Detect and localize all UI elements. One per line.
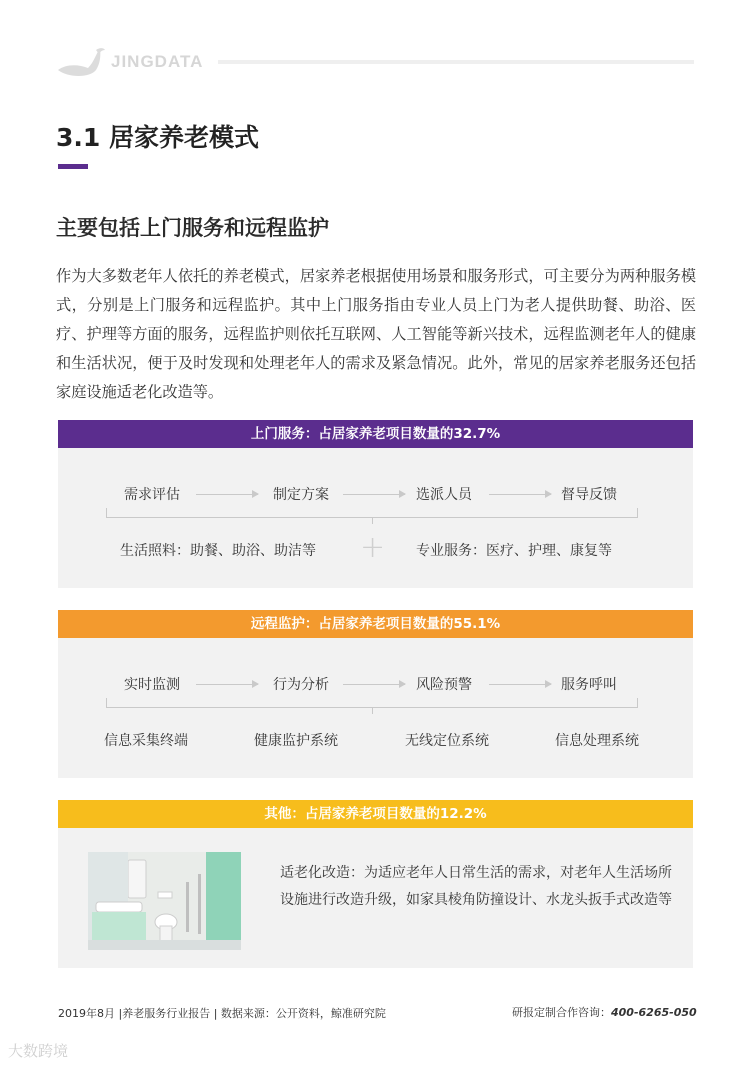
remote-step: 风险预警 xyxy=(416,677,472,693)
subheading: 主要包括上门服务和远程监护 xyxy=(56,216,329,240)
remote-band: 远程监护：占居家养老项目数量的55.1% xyxy=(58,610,693,638)
onsite-band: 上门服务：占居家养老项目数量的32.7% xyxy=(58,420,693,448)
arrow-icon xyxy=(343,684,405,685)
whale-icon xyxy=(56,44,106,80)
arrow-icon xyxy=(489,494,551,495)
onsite-step: 选派人员 xyxy=(416,487,472,503)
remote-step: 行为分析 xyxy=(273,677,329,693)
bracket xyxy=(637,698,638,707)
footer-phone: 400-6265-050 xyxy=(611,1006,697,1019)
remote-system: 信息采集终端 xyxy=(104,733,188,749)
bathroom-image xyxy=(88,852,241,950)
bracket xyxy=(106,698,107,707)
onsite-step: 需求评估 xyxy=(124,487,180,503)
arrow-icon xyxy=(343,494,405,495)
arrow-icon xyxy=(196,494,258,495)
title-underline xyxy=(58,164,88,169)
arrow-icon xyxy=(196,684,258,685)
footer-source: 2019年8月 |养老服务行业报告 | 数据来源：公开资料，鲸准研究院 xyxy=(58,1007,386,1020)
page-title: 3.1 居家养老模式 xyxy=(56,123,259,152)
remote-system: 无线定位系统 xyxy=(405,733,489,749)
remote-system: 信息处理系统 xyxy=(555,733,639,749)
bracket xyxy=(106,508,107,517)
intro-paragraph: 作为大多数老年人依托的养老模式，居家养老根据使用场景和服务形式，可主要分为两种服务模式，分别是上门服务和远程监护。其中上门服务指由专业人员上门为老人提供助餐、助浴、医疗、护理等方面的服务，远程监护则依托互联网、人工智能等新兴技术，远程监测老年人的健康和生活状况，便于及时发现和处理老年人的需求及紧急情况。此外，常见的居家养老服务还包括家庭设施适老化改造等。 xyxy=(56,267,696,401)
onsite-left-label: 生活照料：助餐、助浴、助洁等 xyxy=(120,543,316,559)
remote-panel xyxy=(58,638,693,778)
footer-contact xyxy=(512,1004,697,1020)
other-description: 适老化改造：为适应老年人日常生活的需求，对老年人生活场所设施进行改造升级，如家具棱角防撞设计、水龙头扳手式改造等 xyxy=(280,865,672,908)
watermark: 大数跨境 xyxy=(8,1042,69,1060)
bracket xyxy=(372,707,373,714)
remote-system: 健康监护系统 xyxy=(254,733,338,749)
bracket xyxy=(637,508,638,517)
bracket xyxy=(372,517,373,524)
remote-step: 实时监测 xyxy=(124,677,180,693)
onsite-step: 督导反馈 xyxy=(561,487,617,503)
onsite-panel xyxy=(58,448,693,588)
remote-step: 服务呼叫 xyxy=(561,677,617,693)
brand-name: JINGDATA xyxy=(111,52,204,71)
brand-logo xyxy=(56,44,226,80)
other-band: 其他：占居家养老项目数量的12.2% xyxy=(58,800,693,828)
footer-contact-label: 研报定制合作咨询： xyxy=(512,1006,611,1019)
plus-icon: + xyxy=(360,530,386,565)
onsite-right-label: 专业服务：医疗、护理、康复等 xyxy=(416,543,612,559)
arrow-icon xyxy=(489,684,551,685)
onsite-step: 制定方案 xyxy=(273,487,329,503)
header-divider xyxy=(218,60,694,64)
